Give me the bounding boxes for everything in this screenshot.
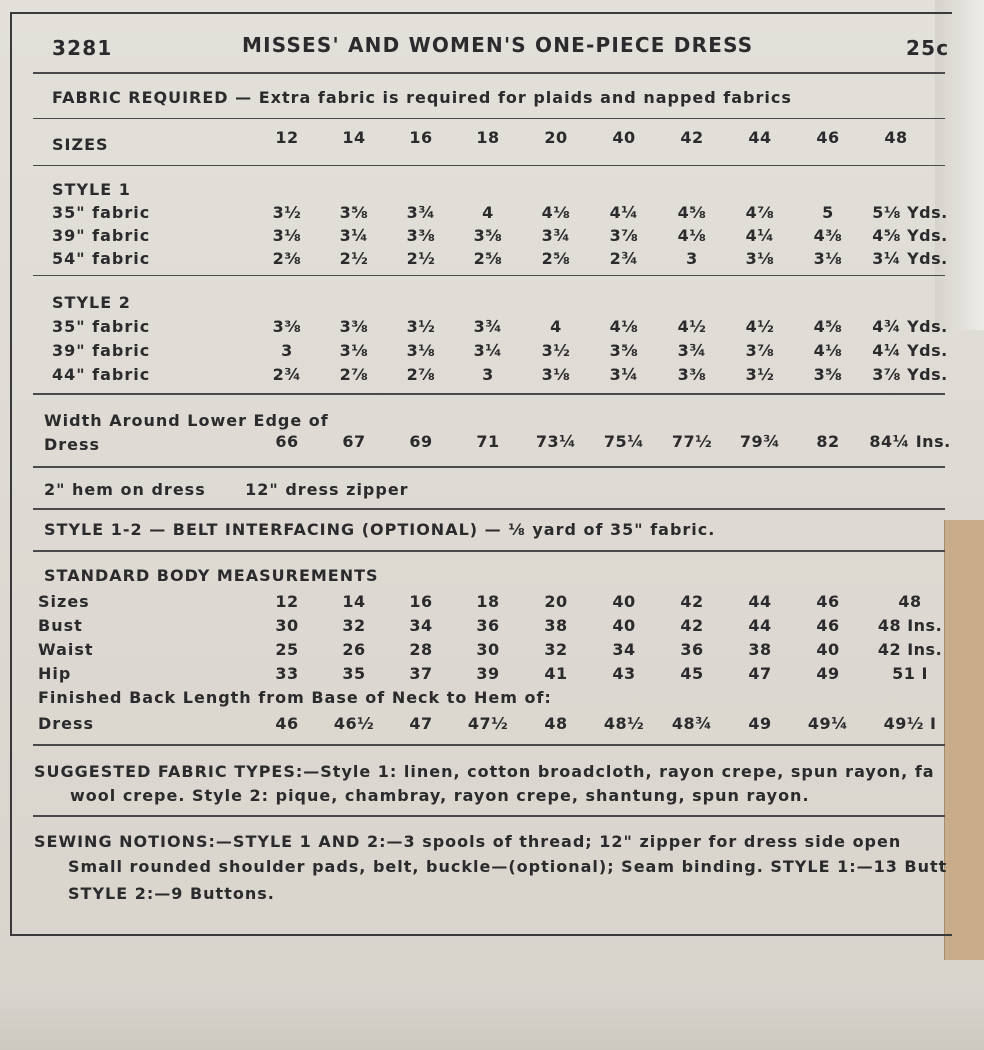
table-cell: 34 [612,640,636,659]
table-cell: 49 [816,664,840,683]
size-header: 18 [476,128,500,147]
back-length-label: Finished Back Length from Base of Neck to Hem of: [38,688,552,707]
table-cell: 28 [409,640,433,659]
table-cell: 3⅞ [609,226,639,245]
table-cell: 45 [680,664,704,683]
pattern-number: 3281 [52,36,113,60]
table-cell: 77½ [671,432,713,451]
table-cell: 3¾ [541,226,571,245]
table-cell: 4⅛ [541,203,571,222]
row-label: 35" fabric [52,203,151,222]
table-cell: 32 [544,640,568,659]
table-cell: 3⅞ Yds. [872,365,948,384]
table-cell: 36 [476,616,500,635]
notions-line2: Small rounded shoulder pads, belt, buckle—(optional); Seam binding. STYLE 1:—13 Butt [68,857,948,876]
table-cell: 30 [476,640,500,659]
table-cell: 4¼ [609,203,639,222]
hem-note: 2" hem on dress 12" dress zipper [44,480,409,499]
table-cell: 44 [748,616,772,635]
body-measurements-label: STANDARD BODY MEASUREMENTS [44,566,379,585]
table-cell: 46½ [333,714,375,733]
row-label: 54" fabric [52,249,151,268]
table-cell: 35 [342,664,366,683]
table-cell: 41 [544,664,568,683]
table-cell: 48 [544,714,568,733]
table-cell: 47 [748,664,772,683]
notions-line3: STYLE 2:—9 Buttons. [68,884,275,903]
table-cell: 34 [409,616,433,635]
table-cell: 40 [612,616,636,635]
table-cell: 3¼ [473,341,503,360]
table-cell: 4¾ Yds. [872,317,948,336]
row-label: Dress [38,714,95,733]
fabric-required: FABRIC REQUIRED — Extra fabric is required for plaids and napped fabrics [52,88,792,107]
size-header: 42 [680,128,704,147]
table-cell: 73¼ [535,432,577,451]
table-cell: 3½ [541,341,571,360]
table-cell: 67 [342,432,366,451]
table-cell: 4 [482,203,494,222]
size-header: 48 [884,128,908,147]
table-cell: 3¾ [406,203,436,222]
table-cell: 5⅛ Yds. [872,203,948,222]
notions-line1: SEWING NOTIONS:—STYLE 1 AND 2:—3 spools of thread; 12" zipper for dress side open [34,832,902,851]
size-header: 16 [409,128,433,147]
table-cell: 4⅜ [813,226,843,245]
table-cell: 3⅜ [406,226,436,245]
table-cell: 25 [275,640,299,659]
table-cell: 4⅛ [609,317,639,336]
table-cell: 3⅛ [541,365,571,384]
table-cell: 2¾ [272,365,302,384]
table-cell: 75¼ [603,432,645,451]
table-cell: 3¼ [339,226,369,245]
table-cell: 46 [816,592,840,611]
table-cell: 12 [275,592,299,611]
table-cell: 82 [816,432,840,451]
table-cell: 3⅛ [813,249,843,268]
table-cell: 3¾ [473,317,503,336]
table-cell: 3⅜ [272,317,302,336]
table-cell: 49½ I [883,714,937,733]
table-cell: 2½ [339,249,369,268]
table-cell: 49 [748,714,772,733]
table-cell: 3 [281,341,293,360]
table-cell: 3⅜ [677,365,707,384]
table-cell: 46 [816,616,840,635]
table-cell: 4⅛ [813,341,843,360]
table-cell: 14 [342,592,366,611]
table-cell: 40 [612,592,636,611]
row-label: 39" fabric [52,341,151,360]
table-cell: 4 [550,317,562,336]
table-cell: 69 [409,432,433,451]
table-cell: 43 [612,664,636,683]
table-cell: 40 [816,640,840,659]
size-header: 46 [816,128,840,147]
row-label: Bust [38,616,83,635]
table-cell: 51 I [892,664,928,683]
table-cell: 49¼ [807,714,849,733]
table-cell: 16 [409,592,433,611]
table-cell: 42 Ins. [877,640,943,659]
table-cell: 48 Ins. [877,616,943,635]
size-header: 40 [612,128,636,147]
table-cell: 20 [544,592,568,611]
table-cell: 38 [544,616,568,635]
divider [33,815,945,817]
table-cell: 39 [476,664,500,683]
table-cell: 48½ [603,714,645,733]
table-cell: 38 [748,640,772,659]
table-cell: 46 [275,714,299,733]
size-header: 12 [275,128,299,147]
style2-label: STYLE 2 [52,293,131,312]
table-cell: 3⅛ [745,249,775,268]
table-cell: 3⅝ [813,365,843,384]
table-cell: 42 [680,616,704,635]
table-cell: 3⅛ [272,226,302,245]
row-label: 44" fabric [52,365,151,384]
table-cell: 2⅝ [541,249,571,268]
table-cell: 4⅛ [677,226,707,245]
price: 25c [906,36,950,60]
table-cell: 18 [476,592,500,611]
table-cell: 79¾ [739,432,781,451]
size-header: 44 [748,128,772,147]
style1-label: STYLE 1 [52,180,131,199]
table-cell: 30 [275,616,299,635]
divider [33,744,945,746]
row-label: Sizes [38,592,90,611]
table-cell: 44 [748,592,772,611]
table-cell: 37 [409,664,433,683]
table-cell: 47 [409,714,433,733]
table-cell: 2⅞ [339,365,369,384]
table-cell: 84¼ Ins. [869,432,951,451]
table-cell: 2¾ [609,249,639,268]
table-cell: 47½ [467,714,509,733]
table-cell: 4½ [677,317,707,336]
table-cell: 71 [476,432,500,451]
row-label: 35" fabric [52,317,151,336]
table-cell: 3½ [406,317,436,336]
table-cell: 4½ [745,317,775,336]
table-cell: 3¾ [677,341,707,360]
table-cell: 3⅝ [473,226,503,245]
table-cell: 36 [680,640,704,659]
table-cell: 3⅝ [339,203,369,222]
table-cell: 48 [898,592,922,611]
table-cell: 3½ [272,203,302,222]
belt-interfacing-note: STYLE 1-2 — BELT INTERFACING (OPTIONAL) — ⅛ yard of 35" fabric. [44,520,716,539]
size-header: 20 [544,128,568,147]
table-cell: 3⅞ [745,341,775,360]
table-cell: 3 [686,249,698,268]
width-around-label: Width Around Lower Edge of [44,411,329,430]
table-cell: 2⅝ [473,249,503,268]
table-cell: 33 [275,664,299,683]
size-header: 14 [342,128,366,147]
table-cell: 3⅛ [339,341,369,360]
table-cell: 4⅝ [677,203,707,222]
table-cell: 2½ [406,249,436,268]
table-cell: 2⅞ [406,365,436,384]
table-cell: 48¾ [671,714,713,733]
table-cell: 42 [680,592,704,611]
fabric-types-line1: SUGGESTED FABRIC TYPES:—Style 1: linen, cotton broadcloth, rayon crepe, spun rayon, fa [34,762,935,781]
table-cell: 5 [822,203,834,222]
table-cell: 3⅝ [609,341,639,360]
table-cell: 4⅞ [745,203,775,222]
table-cell: 4⅝ Yds. [872,226,948,245]
table-cell: 3½ [745,365,775,384]
table-cell: 66 [275,432,299,451]
row-label: 39" fabric [52,226,151,245]
table-cell: 3 [482,365,494,384]
table-cell: 4⅝ [813,317,843,336]
table-cell: 3¼ [609,365,639,384]
table-cell: 32 [342,616,366,635]
width-around-dress-label: Dress [44,435,101,454]
table-cell: 3⅜ [339,317,369,336]
table-cell: 3¼ Yds. [872,249,948,268]
table-cell: 4¼ [745,226,775,245]
page-title: MISSES' AND WOMEN'S ONE-PIECE DRESS [242,33,754,57]
sizes-label: SIZES [52,135,109,154]
row-label: Waist [38,640,94,659]
table-cell: 2⅜ [272,249,302,268]
table-cell: 3⅛ [406,341,436,360]
table-cell: 4¼ Yds. [872,341,948,360]
fabric-types-line2: wool crepe. Style 2: pique, chambray, rayon crepe, shantung, spun rayon. [70,786,810,805]
row-label: Hip [38,664,72,683]
table-cell: 26 [342,640,366,659]
